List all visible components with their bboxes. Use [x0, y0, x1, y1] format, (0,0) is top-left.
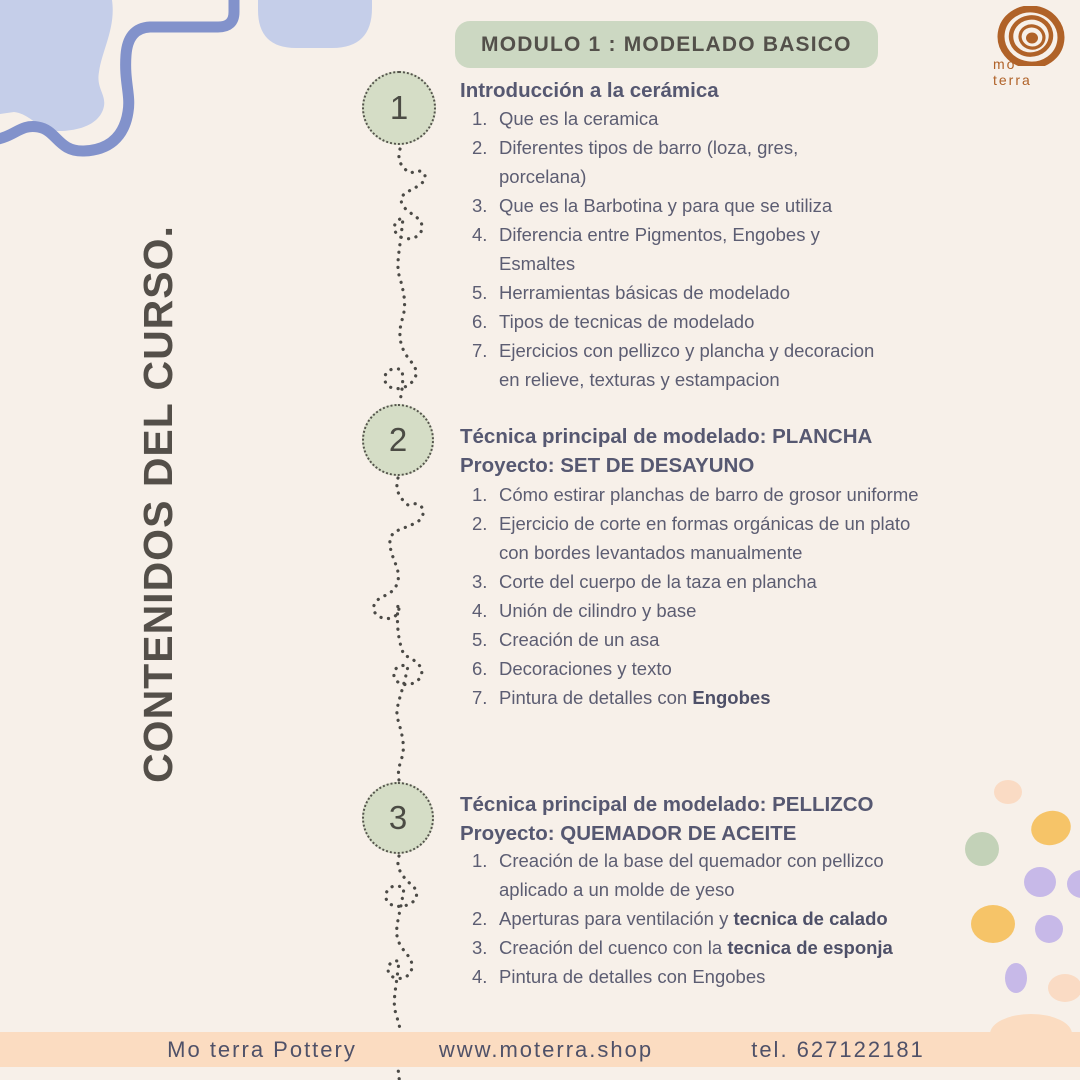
item-number: 4. — [472, 600, 488, 621]
dot-yellow-1 — [1027, 806, 1074, 849]
course-item: 1. Cómo estirar planchas de barro de grosor uniforme — [472, 480, 940, 509]
item-number: 2. — [472, 908, 488, 929]
section-title — [460, 422, 940, 480]
item-number: 7. — [472, 687, 488, 708]
logo-word-terra: terra — [993, 72, 1032, 88]
dot-lavender-4 — [1005, 963, 1027, 993]
dot-peach-1 — [994, 780, 1022, 804]
course-item: 4. Pintura de detalles con Engobes — [472, 962, 940, 991]
logo-word-mo: mo — [993, 56, 1017, 72]
step-number: 3 — [388, 799, 408, 836]
dot-yellow-2 — [971, 905, 1015, 943]
footer-website: www.moterra.shop — [438, 1036, 654, 1062]
step-circle-1 — [362, 71, 436, 145]
section-item-list — [460, 104, 940, 394]
course-item: 5. Herramientas básicas de modelado — [472, 278, 940, 307]
item-number: 1. — [472, 108, 488, 129]
course-item: 7. Ejercicios con pellizco y plancha y decoracion en relieve, texturas y estampacion — [472, 336, 940, 394]
item-number: 1. — [472, 850, 488, 871]
item-number: 5. — [472, 629, 488, 650]
item-number: 2. — [472, 137, 488, 158]
course-item: 3. Creación del cuenco con la tecnica de esponja — [472, 933, 940, 962]
course-item: 6. Tipos de tecnicas de modelado — [472, 307, 940, 336]
course-item: 4. Diferencia entre Pigmentos, Engobes y Esmaltes — [472, 220, 940, 278]
section-item-list — [460, 846, 940, 991]
dot-lavender-2 — [1067, 870, 1080, 898]
dot-lavender-1 — [1024, 867, 1056, 897]
item-number: 1. — [472, 484, 488, 505]
section-title — [460, 790, 940, 848]
course-item: 7. Pintura de detalles con Engobes — [472, 683, 940, 712]
item-number: 3. — [472, 195, 488, 216]
section-title-line: Proyecto: QUEMADOR DE ACEITE — [460, 822, 797, 845]
module-pill — [455, 21, 878, 68]
dot-peach-2 — [1048, 974, 1080, 1002]
section-title-line: Técnica principal de modelado: PLANCHA — [460, 425, 873, 448]
course-item: 2. Aperturas para ventilación y tecnica de calado — [472, 904, 940, 933]
module-section-2 — [460, 422, 940, 712]
dotted-squiggle-1 — [385, 149, 425, 402]
course-item: 2. Diferentes tipos de barro (loza, gres, porcelana) — [472, 133, 940, 191]
page-title: CONTENIDOS DEL CURSO. — [135, 225, 181, 783]
dot-lavender-3 — [1035, 915, 1063, 943]
section-title-line: Proyecto: SET DE DESAYUNO — [460, 454, 755, 477]
item-bold-text: tecnica de calado — [733, 908, 888, 929]
module-section-1 — [460, 76, 940, 394]
item-number: 3. — [472, 571, 488, 592]
item-number: 6. — [472, 311, 488, 332]
item-number: 4. — [472, 224, 488, 245]
course-item: 1. Que es la ceramica — [472, 104, 940, 133]
footer-phone: tel. 627122181 — [751, 1036, 925, 1062]
module-section-3 — [460, 790, 940, 991]
item-number: 6. — [472, 658, 488, 679]
course-item: 3. Que es la Barbotina y para que se utiliza — [472, 191, 940, 220]
course-item: 6. Decoraciones y texto — [472, 654, 940, 683]
course-item: 3. Corte del cuerpo de la taza en plancha — [472, 567, 940, 596]
dotted-squiggle-2 — [374, 478, 424, 780]
corner-blob-shape — [0, 0, 113, 131]
section-title — [460, 76, 940, 105]
section-title-line: Técnica principal de modelado: PELLIZCO — [460, 793, 874, 816]
dot-sage-1 — [965, 832, 999, 866]
step-number: 1 — [389, 89, 409, 126]
course-item: 4. Unión de cilindro y base — [472, 596, 940, 625]
footer-band — [0, 1032, 1080, 1067]
item-bold-text: Engobes — [692, 687, 771, 708]
item-number: 5. — [472, 282, 488, 303]
item-number: 3. — [472, 937, 488, 958]
course-item: 1. Creación de la base del quemador con pellizco aplicado a un molde de yeso — [472, 846, 940, 904]
item-number: 7. — [472, 340, 488, 361]
corner-blob-tab — [258, 0, 372, 48]
section-title-line: Introducción a la cerámica — [460, 79, 719, 102]
corner-blob-outline — [0, 0, 234, 151]
course-item: 2. Ejercicio de corte en formas orgánicas de un plato con bordes levantados manualmente — [472, 509, 940, 567]
section-item-list — [460, 480, 940, 712]
step-number: 2 — [388, 421, 408, 458]
footer-brand: Mo terra Pottery — [167, 1036, 357, 1062]
step-circle-3 — [362, 782, 434, 854]
course-item: 5. Creación de un asa — [472, 625, 940, 654]
item-bold-text: tecnica de esponja — [727, 937, 893, 958]
brand-logo — [985, 6, 1077, 92]
item-number: 2. — [472, 513, 488, 534]
item-number: 4. — [472, 966, 488, 987]
module-pill-label: MODULO 1 : MODELADO BASICO — [481, 32, 852, 56]
step-circle-2 — [362, 404, 434, 476]
